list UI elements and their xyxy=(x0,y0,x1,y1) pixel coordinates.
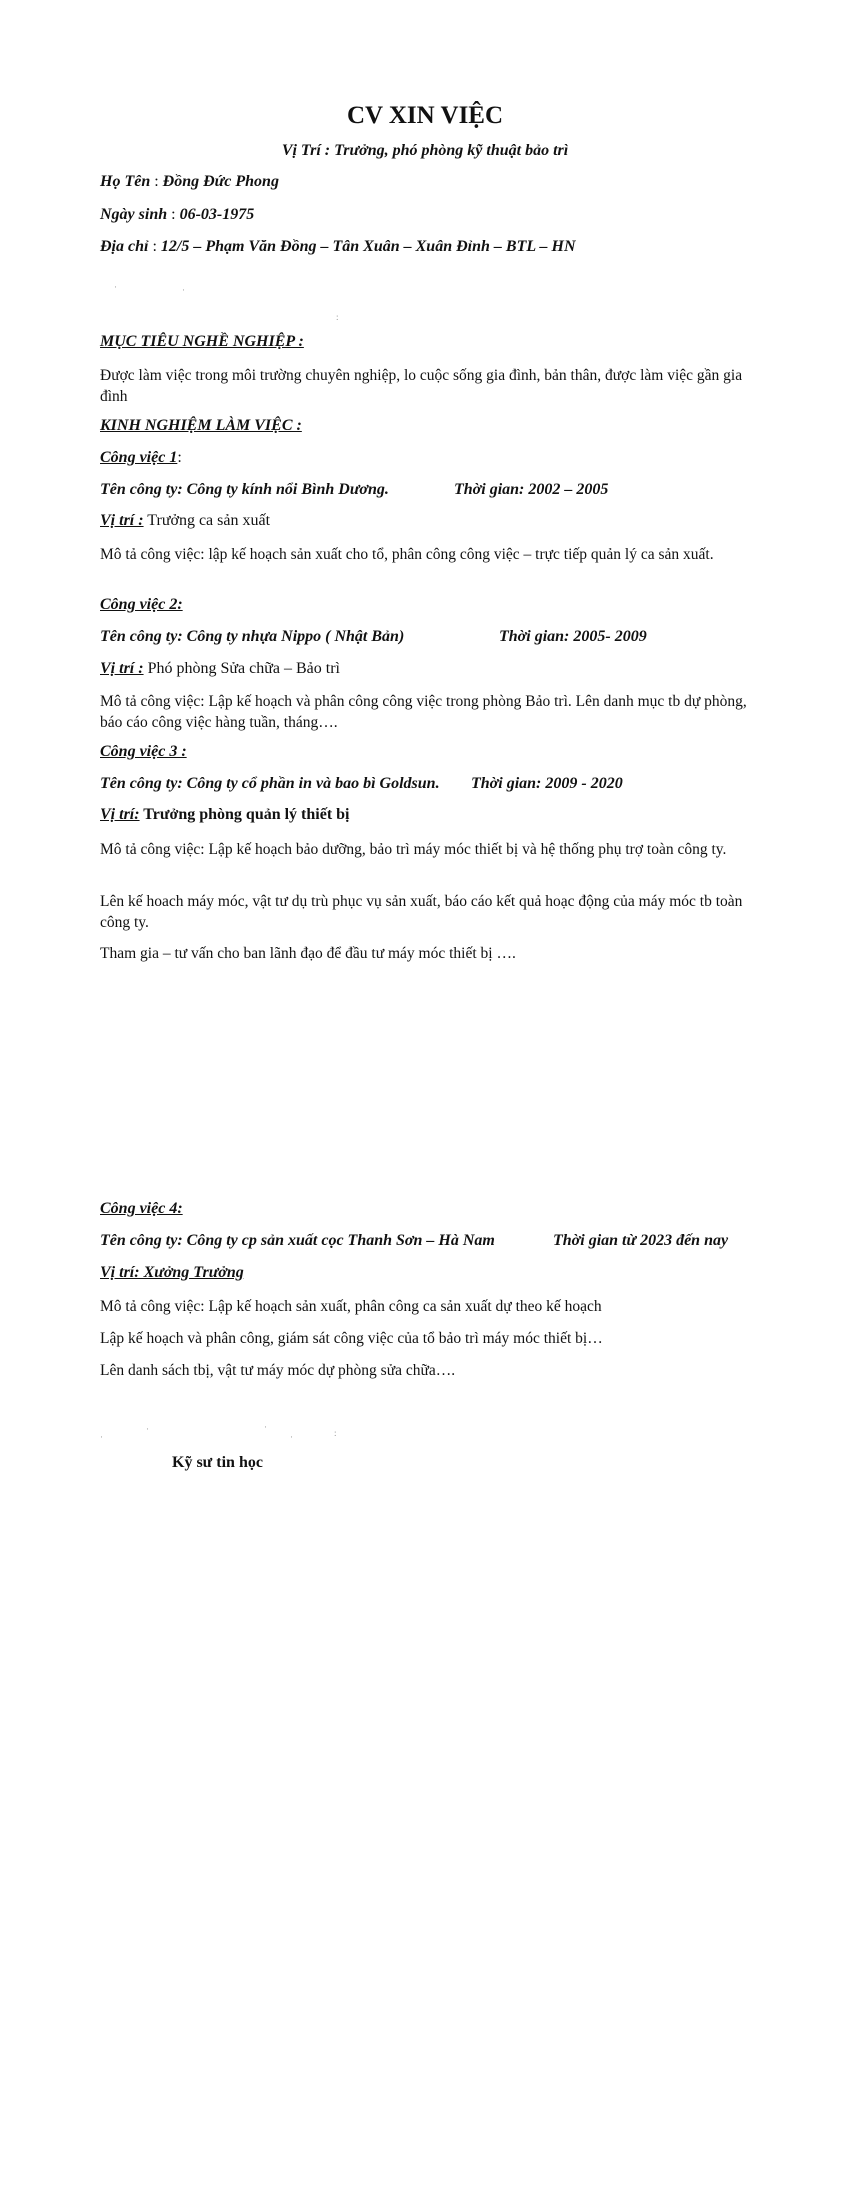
job-1-position-label: Vị trí : xyxy=(100,512,144,529)
job-2-position xyxy=(100,660,340,678)
dob-value: 06-03-1975 xyxy=(179,206,255,223)
name-value: Đồng Đức Phong xyxy=(162,173,279,190)
objective-heading: MỤC TIÊU NGHỀ NGHIỆP : xyxy=(100,333,304,350)
job-3-position-label: Vị trí: xyxy=(100,806,140,823)
dob-separator: : xyxy=(167,206,180,223)
address-label: Địa chỉ xyxy=(100,238,149,255)
job-2-label: Công việc 2: xyxy=(100,596,183,613)
job-1-description: Mô tả công việc: lập kế hoạch sản xuất cho tổ, phân công công việc – trực tiếp quản lý ca sản xuất. xyxy=(100,546,714,563)
degree-text: Kỹ sư tin học xyxy=(172,1454,263,1471)
job-4-company: Tên công ty: Công ty cp sản xuất cọc Thanh Sơn – Hà Nam xyxy=(100,1232,495,1249)
job-1-label-text: Công việc 1 xyxy=(100,449,178,466)
address-value: 12/5 – Phạm Văn Đồng – Tân Xuân – Xuân Đỉnh – BTL – HN xyxy=(160,238,576,255)
scan-speck: · xyxy=(146,1424,149,1434)
job-2-description: Mô tả công việc: Lập kế hoạch và phân công công việc trong phòng Bảo trì. Lên danh mục tb dự phòng, báo cáo công việc hàng tuần, tháng…. xyxy=(100,693,747,731)
job-2-period: Thời gian: 2005- 2009 xyxy=(499,628,647,645)
address-separator: : xyxy=(148,238,161,255)
job-3-company: Tên công ty: Công ty cổ phần in và bao bì Goldsun. xyxy=(100,775,440,792)
job-4-position-label: Vị trí: Xưởng Trưởng xyxy=(100,1264,244,1281)
job-3-description-1: Mô tả công việc: Lập kế hoạch bảo dưỡng, bảo trì máy móc thiết bị và hệ thống phụ trợ toàn công ty. xyxy=(100,841,727,858)
dob-line xyxy=(100,206,254,224)
scan-speck: · xyxy=(182,285,185,295)
job-3-description-2: Lên kế hoach máy móc, vật tư dụ trù phục vụ sản xuất, báo cáo kết quả hoạc động của máy móc tb toàn công ty. xyxy=(100,893,743,931)
document-subtitle: Vị Trí : Trưởng, phó phòng kỹ thuật bảo trì xyxy=(281,142,569,159)
job-1-period: Thời gian: 2002 – 2005 xyxy=(454,481,609,498)
scan-speck: : xyxy=(336,312,339,322)
job-2-company: Tên công ty: Công ty nhựa Nippo ( Nhật Bản) xyxy=(100,628,405,645)
job-2-position-value: Phó phòng Sửa chữa – Bảo trì xyxy=(143,660,340,677)
scan-speck: · xyxy=(290,1432,293,1442)
job-1-position-value: Trưởng ca sản xuất xyxy=(143,512,271,529)
job-4-position xyxy=(100,1264,244,1282)
dob-label: Ngày sinh xyxy=(100,206,168,223)
job-3-period: Thời gian: 2009 - 2020 xyxy=(471,775,623,792)
job-3-description-3: Tham gia – tư vấn cho ban lãnh đạo để đầu tư máy móc thiết bị …. xyxy=(100,945,516,962)
job-4-description-3: Lên danh sách tbị, vật tư máy móc dự phòng sửa chữa…. xyxy=(100,1362,456,1379)
address-line xyxy=(100,238,576,256)
name-separator: : xyxy=(150,173,163,190)
job-3-position-value: Trưởng phòng quản lý thiết bị xyxy=(139,806,350,823)
job-1-position xyxy=(100,512,270,530)
job-4-period: Thời gian từ 2023 đến nay xyxy=(553,1232,729,1249)
experience-heading: KINH NGHIỆM LÀM VIỆC : xyxy=(100,417,302,434)
name-label: Họ Tên xyxy=(100,173,151,190)
job-1-label-suffix: : xyxy=(177,449,182,466)
job-1-company: Tên công ty: Công ty kính nổi Bình Dương. xyxy=(100,481,389,498)
job-3-label: Công việc 3 : xyxy=(100,743,187,760)
job-1-label xyxy=(100,449,182,467)
scan-speck: : xyxy=(334,1428,337,1438)
scan-speck: · xyxy=(100,1432,103,1442)
scan-speck: · xyxy=(114,282,117,292)
job-3-position xyxy=(100,806,350,824)
document-title: CV XIN VIỆC xyxy=(346,102,504,129)
job-4-description-2: Lập kế hoạch và phân công, giám sát công việc của tổ bảo trì máy móc thiết bị… xyxy=(100,1330,603,1347)
job-2-position-label: Vị trí : xyxy=(100,660,144,677)
scan-speck: · xyxy=(264,1422,267,1432)
job-4-label: Công việc 4: xyxy=(100,1200,183,1217)
name-line xyxy=(100,173,279,191)
job-4-description-1: Mô tả công việc: Lập kế hoạch sản xuất, phân công ca sản xuất dự theo kế hoạch xyxy=(100,1298,602,1315)
objective-text: Được làm việc trong môi trường chuyên nghiệp, lo cuộc sống gia đình, bản thân, được làm việc gần gia đình xyxy=(100,367,743,405)
